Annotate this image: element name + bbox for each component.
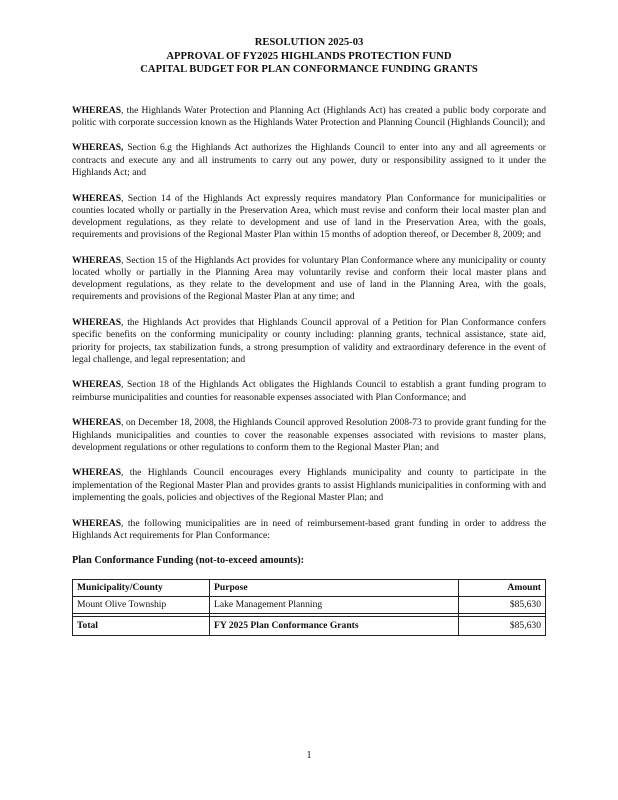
- funding-heading: Plan Conformance Funding (not-to-exceed amounts):: [72, 554, 305, 566]
- document-page: [72, 36, 546, 636]
- table-total-row: [73, 616, 546, 635]
- whereas-clause: WHEREAS, Section 6.g the Highlands Act authorizes the Highlands Council to enter into any and all agreements or contracts and execute any and all instruments to carry out any power, duty or responsibility assigned to it under the Highlands Act; and: [72, 142, 546, 178]
- cell-purpose: Lake Management Planning: [210, 596, 459, 613]
- whereas-clause: WHEREAS, the Highlands Water Protection and Planning Act (Highlands Act) has created a public body corporate and politic with corporate succession known as the Highlands Water Protection and Planning Council (Highlands Council); and: [72, 104, 546, 128]
- page-number: 1: [306, 750, 312, 761]
- resolution-title-line2: CAPITAL BUDGET FOR PLAN CONFORMANCE FUNDING GRANTS: [140, 64, 478, 75]
- table-row: [73, 596, 546, 613]
- whereas-clause: WHEREAS, the following municipalities are in need of reimbursement-based grant funding in order to address the Highlands Act requirements for Plan Conformance:: [72, 517, 546, 541]
- whereas-clause: WHEREAS, on December 18, 2008, the Highlands Council approved Resolution 2008-73 to provide grant funding for the Highlands municipalities and counties to cover the reasonable expenses associated with revisions to master plans, development regulations or other regulations to conform them to the Regional Master Plan; and: [72, 417, 546, 453]
- cell-municipality: Mount Olive Township: [73, 596, 210, 613]
- whereas-clause: WHEREAS, the Highlands Act provides that Highlands Council approval of a Petition for Plan Conformance confers specific benefits on the conforming municipality or county including: planning grants, technical assistance, state aid, priority for projects, tax stabilization funds, a strong presumption of validity and extraordinary deference in the event of legal challenge, and legal representation; and: [72, 317, 546, 365]
- cell-amount: $85,630: [459, 596, 546, 613]
- resolution-header: [72, 36, 546, 77]
- cell-total-label: Total: [73, 616, 210, 635]
- column-header-amount: Amount: [459, 579, 546, 596]
- resolution-number: RESOLUTION 2025-03: [254, 37, 364, 48]
- whereas-clause: WHEREAS, Section 18 of the Highlands Act obligates the Highlands Council to establish a grant funding program to reimburse municipalities and counties for reasonable expenses associated with Plan Conformance; and: [72, 379, 546, 403]
- table-header-row: [73, 579, 546, 596]
- column-header-municipality: Municipality/County: [73, 579, 210, 596]
- cell-total-amount: $85,630: [459, 616, 546, 635]
- whereas-clause: WHEREAS, Section 14 of the Highlands Act expressly requires mandatory Plan Conformance for municipalities or counties located wholly or partially in the Preservation Area, which must revise and conform their local master plan and development regulations, as they relate to development and use of land in the Preservation Area, with the goals, requirements and provisions of the Regional Master Plan within 15 months of adoption thereof, or December 8, 2009; and: [72, 192, 546, 241]
- resolution-title-line1: APPROVAL OF FY2025 HIGHLANDS PROTECTION FUND: [166, 50, 452, 62]
- cell-total-purpose: FY 2025 Plan Conformance Grants: [210, 616, 459, 635]
- column-header-purpose: Purpose: [210, 579, 459, 596]
- whereas-clause: WHEREAS, the Highlands Council encourages every Highlands municipality and county to participate in the implementation of the Regional Master Plan and provides grants to assist Highlands municipalities in conforming with and implementing the goals, policies and objectives of the Regional Master Plan; and: [72, 467, 546, 503]
- funding-table: [72, 579, 546, 636]
- whereas-clause: WHEREAS, Section 15 of the Highlands Act provides for voluntary Plan Conformance where any municipality or county located wholly or partially in the Planning Area may voluntarily revise and conform their local master plans and development regulations, as they relate to the development and use of land in the Planning Area, with the goals, requirements and provisions of the Regional Master Plan at any time; and: [72, 254, 546, 303]
